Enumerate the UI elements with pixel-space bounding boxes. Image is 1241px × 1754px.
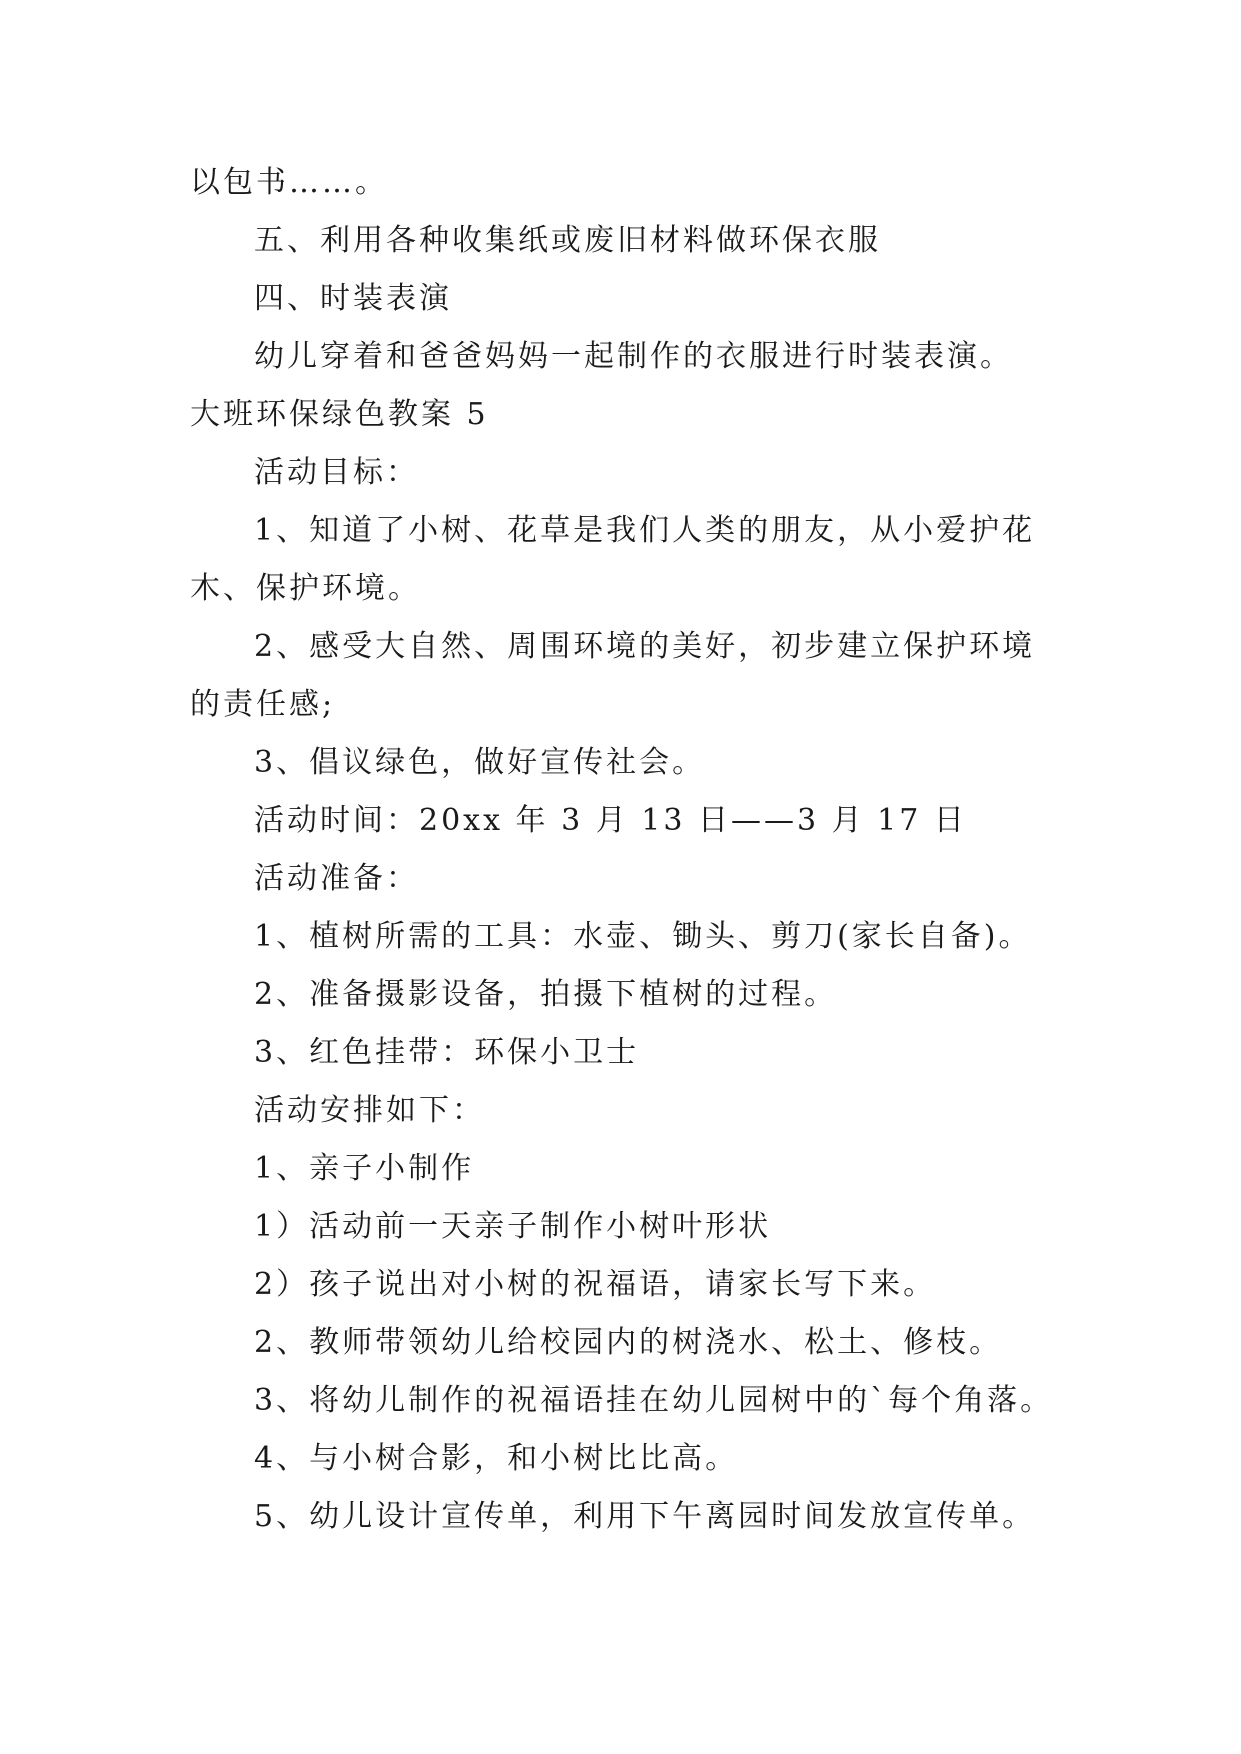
text-line: 2、感受大自然、周围环境的美好，初步建立保护环境: [254, 629, 1036, 664]
text-line: 3、红色挂带：环保小卫士: [254, 1035, 640, 1070]
text-line: 2）孩子说出对小树的祝福语，请家长写下来。: [254, 1267, 937, 1302]
text-line: 2、教师带领幼儿给校园内的树浇水、松土、修枝。: [254, 1325, 1003, 1360]
text-line: 木、保护环境。: [190, 571, 421, 606]
text-line: 1、亲子小制作: [254, 1151, 475, 1186]
text-line: 4、与小树合影，和小树比比高。: [254, 1441, 739, 1476]
text-line: 1）活动前一天亲子制作小树叶形状: [254, 1209, 772, 1244]
text-line: 1、植树所需的工具：水壶、锄头、剪刀(家长自备)。: [254, 919, 1032, 954]
text-line: 3、倡议绿色，做好宣传社会。: [254, 745, 706, 780]
text-line: 活动目标：: [254, 455, 419, 490]
text-line: 活动准备：: [254, 861, 419, 896]
text-line: 3、将幼儿制作的祝福语挂在幼儿园树中的`每个角落。: [254, 1383, 1054, 1418]
text-line: 的责任感;: [190, 687, 336, 722]
text-line: 四、时装表演: [254, 281, 452, 316]
text-line: 2、准备摄影设备，拍摄下植树的过程。: [254, 977, 838, 1012]
text-line: 以包书……。: [190, 165, 388, 200]
text-line: 5、幼儿设计宣传单，利用下午离园时间发放宣传单。: [254, 1499, 1036, 1534]
text-line: 活动时间：20xx 年 3 月 13 日——3 月 17 日: [254, 803, 967, 838]
text-line: 1、知道了小树、花草是我们人类的朋友，从小爱护花: [254, 513, 1036, 548]
text-line: 活动安排如下：: [254, 1093, 485, 1128]
text-line: 幼儿穿着和爸爸妈妈一起制作的衣服进行时装表演。: [254, 339, 1013, 374]
text-line: 五、利用各种收集纸或废旧材料做环保衣服: [254, 223, 881, 258]
section-heading: 大班环保绿色教案 5: [190, 397, 489, 432]
